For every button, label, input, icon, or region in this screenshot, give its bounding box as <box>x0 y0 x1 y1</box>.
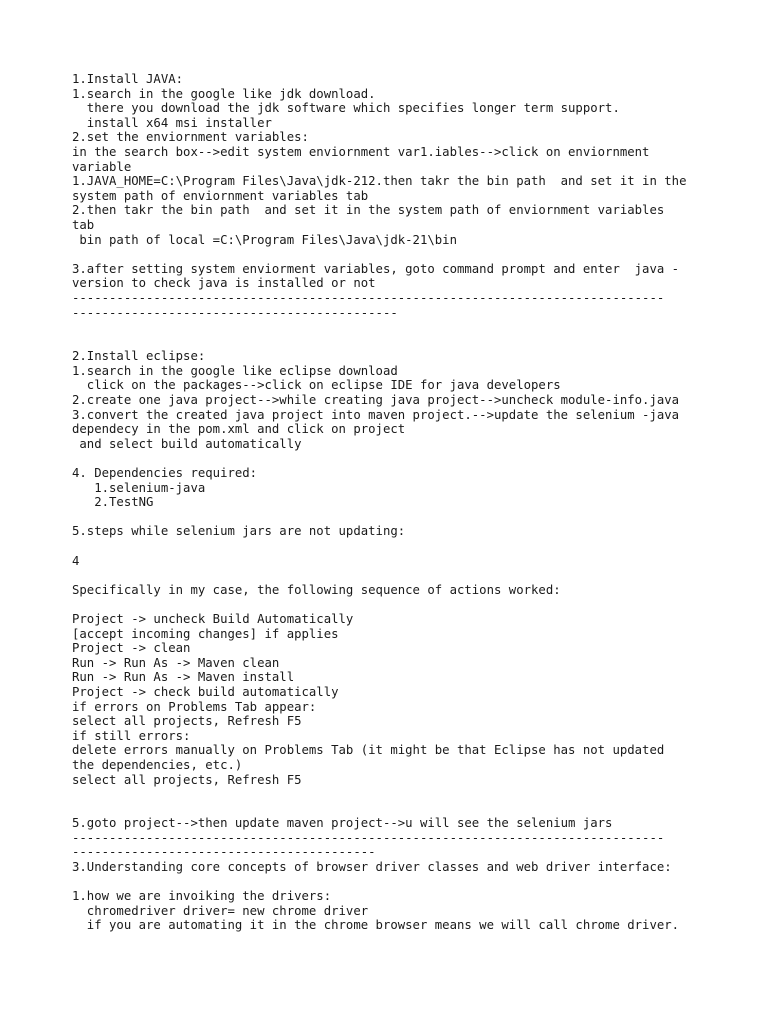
text-line: 3.Understanding core concepts of browser driver classes and web driver interface: <box>72 860 672 875</box>
text-line: Project -> check build automatically <box>72 684 339 699</box>
text-line: install x64 msi installer <box>72 115 272 130</box>
text-line: 4. Dependencies required: <box>72 466 258 481</box>
separator-line: ----------------------------------------- <box>72 845 376 860</box>
blank-line <box>72 451 700 466</box>
text-line: if errors on Problems Tab appear: <box>72 699 317 714</box>
text-line: 4 <box>72 553 80 568</box>
text-line: delete errors manually on Problems Tab (it might be that Eclipse has not updated <box>72 743 665 758</box>
separator-line: -------------------------------------------- <box>72 305 398 320</box>
blank-line <box>72 247 700 262</box>
text-line: dependecy in the pom.xml and click on project <box>72 422 406 437</box>
blank-line <box>72 539 700 554</box>
text-line: there you download the jdk software which specifies longer term support. <box>72 101 620 116</box>
text-line: 2.then takr the bin path and set it in the system path of enviornment variables <box>72 203 665 218</box>
text-line: variable <box>72 159 132 174</box>
text-line: 1.selenium-java <box>72 480 206 495</box>
text-line: 2.Install eclipse: <box>72 349 206 364</box>
blank-line <box>72 787 700 802</box>
text-line: if you are automating it in the chrome browser means we will call chrome driver. <box>72 918 680 933</box>
blank-line <box>72 875 700 890</box>
separator-line: -------------------------------------------------------------------------------- <box>72 830 665 845</box>
blank-line <box>72 320 700 335</box>
text-line: and select build automatically <box>72 436 302 451</box>
blank-line <box>72 802 700 817</box>
text-line: click on the packages-->click on eclipse IDE for java developers <box>72 378 561 393</box>
text-line: the dependencies, etc.) <box>72 757 243 772</box>
text-line: 3.convert the created java project into maven project.-->update the selenium -java <box>72 407 680 422</box>
text-line: 1.search in the google like eclipse download <box>72 363 398 378</box>
text-line: Project -> uncheck Build Automatically <box>72 611 354 626</box>
text-line: 2.TestNG <box>72 495 154 510</box>
text-line: Run -> Run As -> Maven install <box>72 670 295 685</box>
blank-line <box>72 335 700 350</box>
text-line: bin path of local =C:\Program Files\Java\jdk-21\bin <box>72 232 457 247</box>
text-line: system path of enviornment variables tab <box>72 188 369 203</box>
text-line: [accept incoming changes] if applies <box>72 626 339 641</box>
text-line: 5.steps while selenium jars are not updating: <box>72 524 406 539</box>
separator-line: -------------------------------------------------------------------------------- <box>72 290 665 305</box>
text-line: 2.create one java project-->while creating java project-->uncheck module-info.java <box>72 393 680 408</box>
text-line: 1.search in the google like jdk download. <box>72 86 376 101</box>
text-line: chromedriver driver= new chrome driver <box>72 903 369 918</box>
blank-line <box>72 568 700 583</box>
text-line: Run -> Run As -> Maven clean <box>72 655 280 670</box>
text-line: 1.Install JAVA: <box>72 72 184 86</box>
text-line: 1.JAVA_HOME=C:\Program Files\Java\jdk-212.then takr the bin path and set it in the <box>72 174 687 189</box>
text-line: Specifically in my case, the following sequence of actions worked: <box>72 582 561 597</box>
blank-line <box>72 510 700 525</box>
text-line: select all projects, Refresh F5 <box>72 714 302 729</box>
document-page <box>72 72 700 933</box>
text-line: 5.goto project-->then update maven project-->u will see the selenium jars <box>72 816 613 831</box>
text-line: in the search box-->edit system enviornment var1.iables-->click on enviornment <box>72 144 650 159</box>
blank-line <box>72 597 700 612</box>
text-line: if still errors: <box>72 728 191 743</box>
text-line: 3.after setting system enviorment variables, goto command prompt and enter java - <box>72 261 680 276</box>
text-line: select all projects, Refresh F5 <box>72 772 302 787</box>
text-line: 2.set the enviornment variables: <box>72 130 309 145</box>
text-line: version to check java is installed or not <box>72 276 376 291</box>
text-line: 1.how we are invoiking the drivers: <box>72 889 332 904</box>
text-line: tab <box>72 217 95 232</box>
text-line: Project -> clean <box>72 641 191 656</box>
